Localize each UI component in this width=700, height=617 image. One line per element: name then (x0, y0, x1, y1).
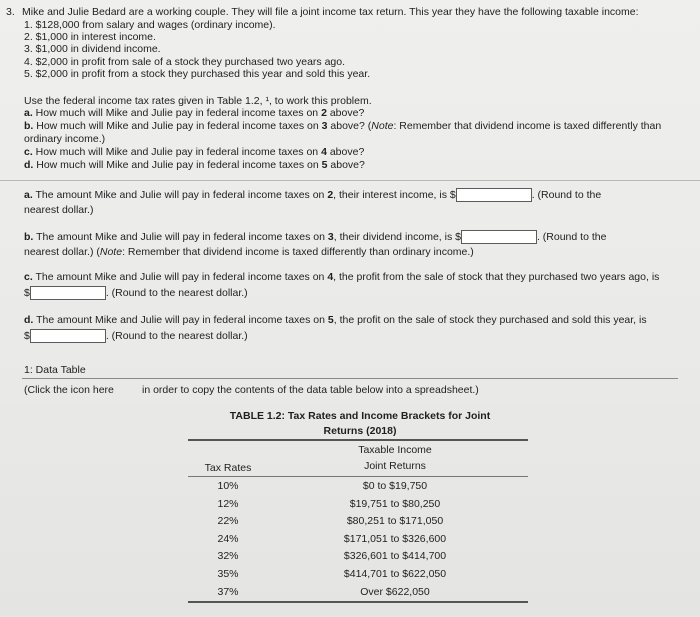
answer-d-input[interactable] (30, 329, 106, 343)
answer-c-input[interactable] (30, 286, 106, 300)
col2-header-1: Taxable Income (358, 444, 432, 456)
answer-a-input[interactable] (456, 188, 532, 202)
table-top-rule (188, 439, 528, 441)
answer-a-line2: nearest dollar.) (24, 204, 94, 216)
answer-b-input[interactable] (461, 230, 537, 244)
table-title-2: Returns (2018) (323, 425, 397, 437)
question-d: d. How much will Mike and Julie pay in federal income taxes on 5 above? (24, 159, 365, 171)
income-bracket-cell: $326,601 to $414,700 (343, 550, 447, 563)
tax-rate-cell: 32% (217, 550, 239, 563)
question-a: a. How much will Mike and Julie pay in federal income taxes on 2 above? (24, 107, 365, 119)
income-item-4: 4. $2,000 in profit from sale of a stock they purchased two years ago. (24, 56, 346, 68)
income-bracket-cell: $0 to $19,750 (362, 480, 428, 492)
table-title: TABLE 1.2: Tax Rates and Income Brackets for Joint (229, 410, 491, 422)
answer-d-line: d. The amount Mike and Julie will pay in federal income taxes on 5, the profit on the sale of stock they purchased and sold this year, is (24, 314, 647, 326)
answer-b-line2: nearest dollar.) (Note: Remember that dividend income is taxed differently than ordinary income.) (24, 246, 474, 258)
income-item-5: 5. $2,000 in profit from a stock they purchased this year and sold this year. (24, 68, 371, 80)
data-table-rule (22, 378, 678, 379)
copy-instruction: in order to copy the contents of the data table below into a spreadsheet.) (142, 384, 479, 396)
col2-header-2: Joint Returns (364, 460, 426, 472)
income-bracket-cell: $19,751 to $80,250 (349, 497, 441, 510)
col1-header: Tax Rates (204, 462, 252, 474)
income-bracket-cell: $171,051 to $326,600 (343, 532, 447, 545)
income-item-2: 2. $1,000 in interest income. (24, 31, 156, 43)
problem-intro: Mike and Julie Bedard are a working couple. They will file a joint income tax return. This year they have the following taxable income: (22, 6, 639, 18)
question-b-cont: ordinary income.) (24, 133, 106, 145)
instruction-text: Use the federal income tax rates given in Table 1.2, ¹, to work this problem. (24, 95, 372, 107)
answer-d-line2: $ . (Round to the nearest dollar.) (24, 330, 248, 342)
question-c: c. How much will Mike and Julie pay in federal income taxes on 4 above? (24, 146, 365, 158)
table-bottom-rule (188, 601, 528, 603)
copy-table-link[interactable]: (Click the icon here (24, 384, 114, 396)
tax-rate-cell: 22% (217, 515, 239, 528)
problem-number: 3. (6, 6, 15, 18)
answer-b-line: b. The amount Mike and Julie will pay in federal income taxes on 3, their dividend income, is $ . (Round to the (24, 231, 607, 243)
table-header-rule (188, 476, 528, 477)
question-b: b. How much will Mike and Julie pay in federal income taxes on 3 above? (Note: Remember that dividend income is taxed differently than (24, 120, 662, 132)
data-table-header: 1: Data Table (24, 364, 86, 376)
tax-rate-cell: 24% (217, 532, 239, 545)
income-bracket-cell: Over $622,050 (360, 585, 430, 598)
divider (0, 180, 700, 181)
income-item-3: 3. $1,000 in dividend income. (24, 43, 161, 55)
tax-rate-cell: 37% (217, 585, 239, 598)
income-bracket-cell: $80,251 to $171,050 (346, 515, 444, 528)
income-item-1: 1. $128,000 from salary and wages (ordinary income). (24, 19, 276, 31)
tax-rate-cell: 35% (217, 568, 239, 580)
answer-a-line: a. The amount Mike and Julie will pay in federal income taxes on 2, their interest income, is $ . (Round to the (24, 189, 602, 201)
answer-c-line: c. The amount Mike and Julie will pay in federal income taxes on 4, the profit from the sale of stock that they purchased two years ago, is (24, 271, 660, 283)
answer-c-line2: $ . (Round to the nearest dollar.) (24, 287, 248, 299)
tax-rate-cell: 10% (217, 480, 239, 492)
income-bracket-cell: $414,701 to $622,050 (343, 568, 447, 580)
tax-rate-cell: 12% (217, 497, 239, 510)
